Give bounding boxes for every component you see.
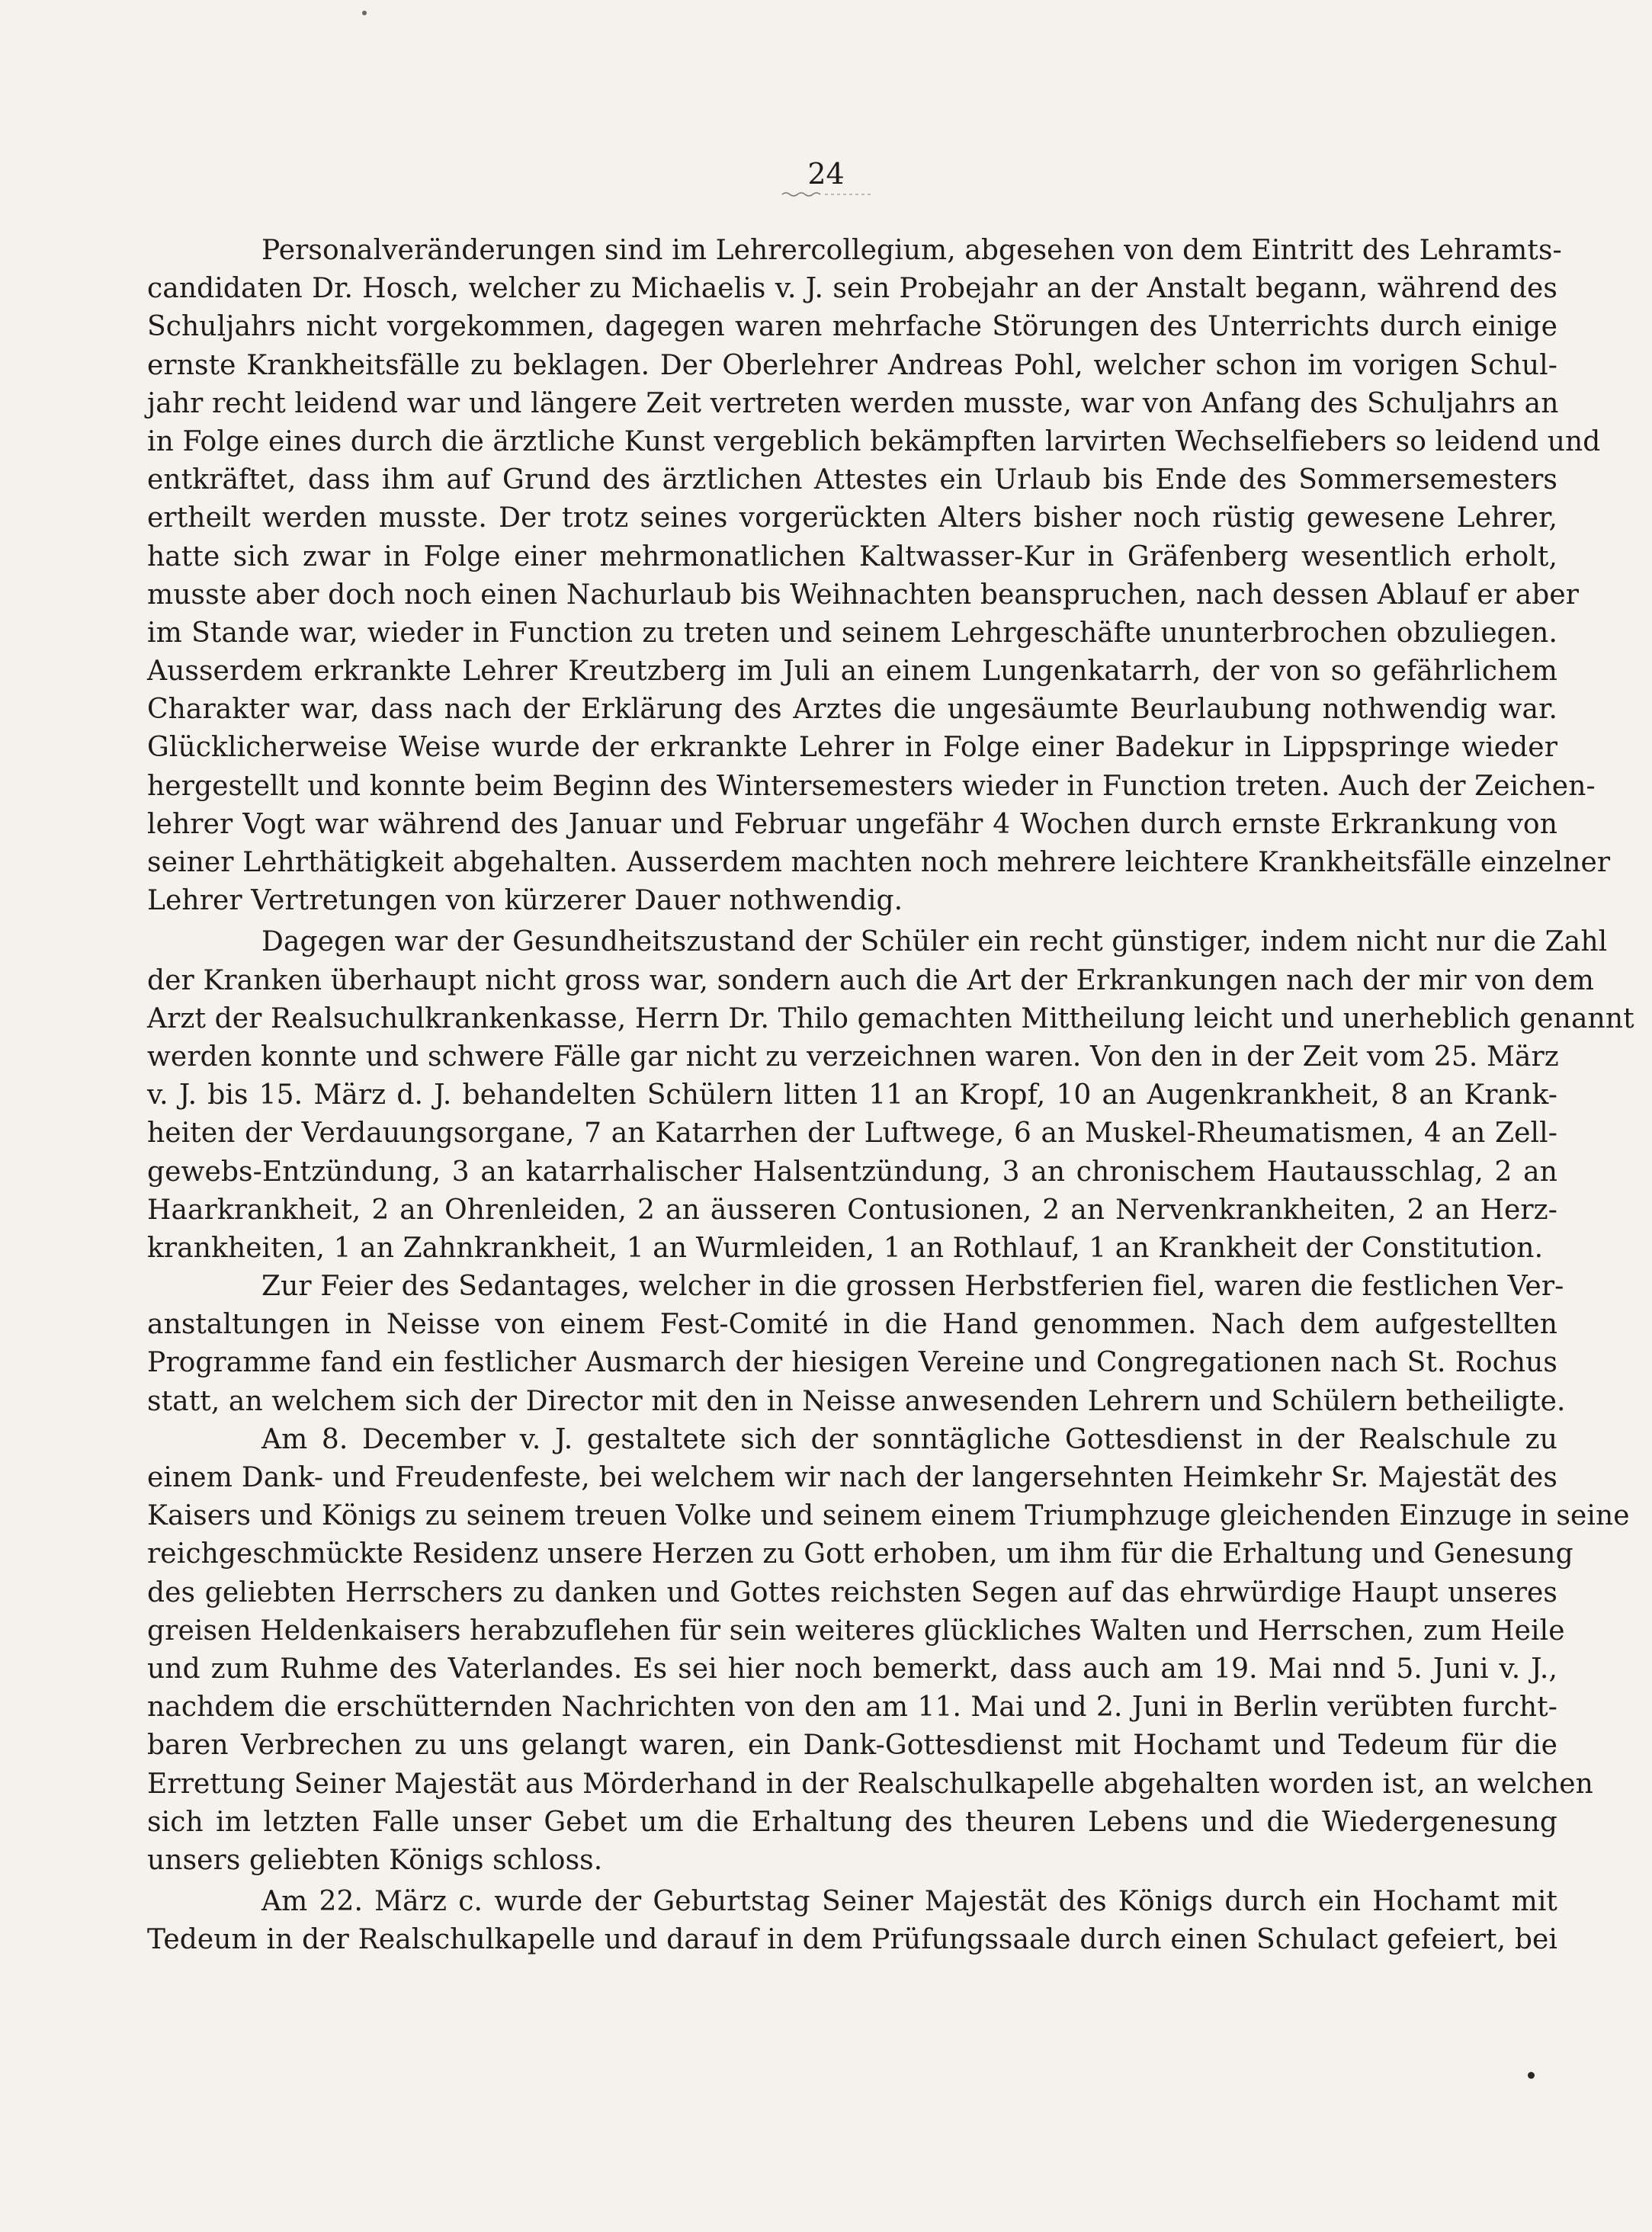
text-line: Tedeum in der Realschulkapelle und darauf in dem Prüfungssaale durch einen Schulact gefeiert, bei <box>147 1924 1557 1956</box>
text-line: Ausserdem erkrankte Lehrer Kreutzberg im Juli an einem Lungenkatarrh, der von so gefährlichem <box>147 656 1557 688</box>
body-text <box>147 232 1634 1959</box>
text-line: sich im letzten Falle unser Gebet um die Erhaltung des theuren Lebens und die Wiedergenesung <box>147 1806 1557 1838</box>
text-line: anstaltungen in Neisse von einem Fest-Comité in die Hand genommen. Nach dem aufgestellten <box>147 1309 1557 1341</box>
text-line: musste aber doch noch einen Nachurlaub bis Weihnachten beanspruchen, nach dessen Ablauf er aber <box>147 579 1580 611</box>
text-line: lehrer Vogt war während des Januar und Februar ungefähr 4 Wochen durch ernste Erkrankung von <box>147 808 1557 840</box>
text-line: statt, an welchem sich der Director mit den in Neisse anwesenden Lehrern und Schülern betheiligte. <box>147 1385 1566 1417</box>
text-line: Errettung Seiner Majestät aus Mörderhand in der Realschulkapelle abgehalten worden ist, an welchen <box>147 1768 1593 1800</box>
text-line: reichgeschmückte Residenz unsere Herzen zu Gott erhoben, um ihm für die Erhaltung und Genesung <box>147 1538 1573 1570</box>
text-line: hergestellt und konnte beim Beginn des Wintersemesters wieder in Function treten. Auch der Zeichen- <box>147 770 1596 802</box>
text-line: heiten der Verdauungsorgane, 7 an Katarrhen der Luftwege, 6 an Muskel-Rheumatismen, 4 an Zell- <box>147 1118 1557 1150</box>
text-line: Dagegen war der Gesundheitszustand der Schüler ein recht günstiger, indem nicht nur die Zahl <box>261 926 1608 958</box>
page-number-text: 24 <box>807 157 845 191</box>
text-line: greisen Heldenkaisers herabzuflehen für sein weiteres glückliches Walten und Herrschen, zum Heile <box>147 1615 1565 1647</box>
text-line: des geliebten Herrschers zu danken und Gottes reichsten Segen auf das ehrwürdige Haupt unseres <box>147 1576 1557 1608</box>
paragraph-december-service <box>147 1421 1630 1880</box>
text-line: gewebs-Entzündung, 3 an katarrhalischer Halsentzündung, 3 an chronischem Hautausschlag, 2 an <box>147 1156 1557 1188</box>
text-line: im Stande war, wieder in Function zu treten und seinem Lehrgeschäfte ununterbrochen obzuliegen. <box>147 617 1557 649</box>
text-line: Lehrer Vertretungen von kürzerer Dauer nothwendig. <box>147 885 903 917</box>
text-line: Personalveränderungen sind im Lehrercollegium, abgesehen von dem Eintritt des Lehramts- <box>261 235 1562 266</box>
text-line: ernste Krankheitsfälle zu beklagen. Der Oberlehrer Andreas Pohl, welcher schon im vorigen Schul- <box>147 349 1557 381</box>
text-line: ertheilt werden musste. Der trotz seines vorgerückten Alters bisher noch rüstig gewesene Lehrer, <box>147 502 1557 534</box>
text-line: in Folge eines durch die ärztliche Kunst vergeblich bekämpften larvirten Wechselfiebers so leidend und <box>147 425 1601 457</box>
paragraph-sedan-day <box>147 1268 1566 1421</box>
paragraph-birthday-celebration <box>147 1883 1557 1959</box>
text-line: candidaten Dr. Hosch, welcher zu Michaelis v. J. sein Probejahr an der Anstalt begann, während des <box>147 273 1557 305</box>
text-line: einem Dank- und Freudenfeste, bei welchem wir nach der langersehnten Heimkehr Sr. Majestät des <box>147 1462 1557 1493</box>
text-line: Am 8. December v. J. gestaltete sich der sonntägliche Gottesdienst in der Realschule zu <box>261 1423 1557 1455</box>
text-line: Am 22. März c. wurde der Geburtstag Seiner Majestät des Königs durch ein Hochamt mit <box>261 1886 1557 1918</box>
text-line: Zur Feier des Sedantages, welcher in die grossen Herbstferien fiel, waren die festlichen Ver- <box>261 1271 1564 1303</box>
text-line: und zum Ruhme des Vaterlandes. Es sei hier noch bemerkt, dass auch am 19. Mai nnd 5. Juni v. J., <box>147 1653 1557 1685</box>
text-line: werden konnte und schwere Fälle gar nicht zu verzeichnen waren. Von den in der Zeit vom 25. März <box>147 1041 1559 1073</box>
text-line: der Kranken überhaupt nicht gross war, sondern auch die Art der Erkrankungen nach der mir von dem <box>147 964 1595 996</box>
text-line: Arzt der Realsuchulkrankenkasse, Herrn Dr. Thilo gemachten Mittheilung leicht und unerheblich genannt <box>147 1002 1634 1034</box>
text-line: entkräftet, dass ihm auf Grund des ärztlichen Attestes ein Urlaub bis Ende des Sommersemesters <box>147 464 1557 496</box>
text-line: krankheiten, 1 an Zahnkrankheit, 1 an Wurmleiden, 1 an Rothlauf, 1 an Krankheit der Constitution. <box>147 1232 1544 1264</box>
text-line: seiner Lehrthätigkeit abgehalten. Ausserdem machten noch mehrere leichtere Krankheitsfälle einzelner <box>147 847 1611 878</box>
page-number-flourish <box>781 191 872 198</box>
text-line: Kaisers und Königs zu seinem treuen Volke und seinem einem Triumphzuge gleichenden Einzuge in seine <box>147 1500 1630 1532</box>
print-speck <box>362 11 367 15</box>
text-line: nachdem die erschütternden Nachrichten von den am 11. Mai und 2. Juni in Berlin verübten furcht- <box>147 1692 1557 1724</box>
text-line: Glücklicherweise Weise wurde der erkrankte Lehrer in Folge einer Badekur in Lippspringe wieder <box>147 732 1557 764</box>
text-line: Programme fand ein festlicher Ausmarch der hiesigen Vereine und Congregationen nach St. Rochus <box>147 1347 1557 1379</box>
text-line: Charakter war, dass nach der Erklärung des Arztes die ungesäumte Beurlaubung nothwendig war. <box>147 694 1557 726</box>
page-number <box>0 159 1652 198</box>
paragraph-student-health <box>147 923 1634 1268</box>
text-line: v. J. bis 15. März d. J. behandelten Schülern litten 11 an Kropf, 10 an Augenkrankheit, 8 an Krank- <box>147 1079 1557 1111</box>
paragraph-personal-changes <box>147 232 1611 920</box>
text-line: unsers geliebten Königs schloss. <box>147 1844 603 1876</box>
text-line: Haarkrankheit, 2 an Ohrenleiden, 2 an äusseren Contusionen, 2 an Nervenkrankheiten, 2 an Herz- <box>147 1194 1557 1226</box>
text-line: jahr recht leidend war und längere Zeit vertreten werden musste, war von Anfang des Schuljahrs an <box>147 387 1559 419</box>
text-line: baren Verbrechen zu uns gelangt waren, ein Dank-Gottesdienst mit Hochamt und Tedeum für die <box>147 1730 1557 1762</box>
text-line: hatte sich zwar in Folge einer mehrmonatlichen Kaltwasser-Kur in Gräfenberg wesentlich erholt, <box>147 540 1557 572</box>
print-speck <box>1528 2072 1535 2079</box>
text-line: Schuljahrs nicht vorgekommen, dagegen waren mehrfache Störungen des Unterrichts durch einige <box>147 311 1557 343</box>
